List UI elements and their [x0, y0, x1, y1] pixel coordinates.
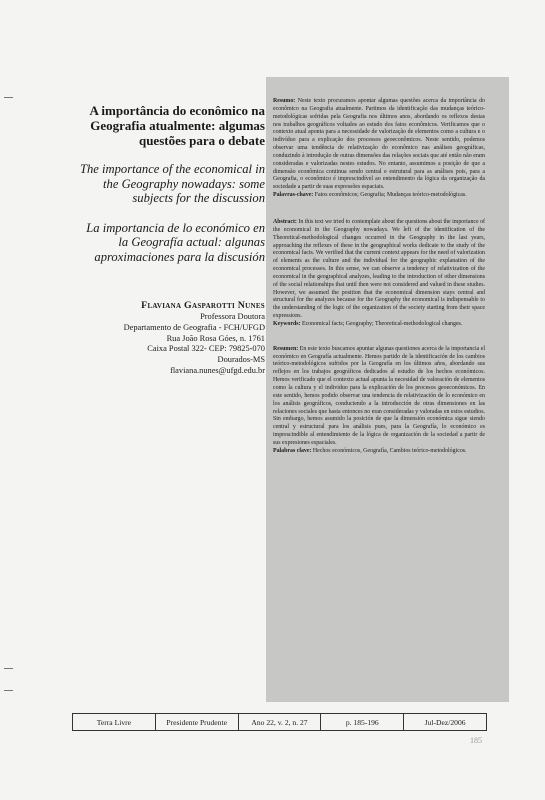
abstract-spanish — [273, 346, 485, 456]
keywords-en-label: Keywords: — [273, 320, 301, 327]
margin-mark — [4, 690, 13, 691]
footer-journal: Terra Livre — [73, 714, 156, 730]
author-city: Dourados-MS — [217, 355, 265, 365]
keywords-pt-text: Fatos econômicos; Geografia; Mudanças teórico-metodológicas. — [313, 192, 467, 199]
abstract-en-label: Abstract: — [273, 218, 297, 225]
abstract-pt-label: Resumo: — [273, 98, 296, 104]
abstract-es-label: Resumen: — [273, 345, 299, 352]
author-email: flaviana.nunes@ufgd.edu.br — [170, 365, 265, 375]
page-number: 185 — [470, 736, 482, 745]
abstract-pt-text: Neste texto procuramos apontar algumas questões acerca da importância do econômico na Geografia atualmente. Partimos da identificação das mudanças teórico-metodológicas sofridas pela Geografia nos últimos anos, abordando os reflexos destas nos trabalhos geográficos voltados ao estudo dos fatos econômicos. Verificamos que o contexto atual aponta para a necessidade de valorização de elementos como a cultura e o indivíduo para a explicação dos processos geoeconômicos. Neste sentido, podemos observar uma tendência de relativização do econômico nas análises geográficas, conduzindo à introdução de outras dimensões das relações sociais que até então não eram consideradas e valorizadas nestes estudos. No entanto, assumimos a posição de que a dimensão econômica continua sendo central e estrutural para as análises pois, para a Geografia, o econômico é imprescindível ao entendimento da lógica da organização da sociedade a partir de suas expressões espaciais. — [273, 98, 485, 191]
keywords-pt-label: Palavras-chave: — [273, 192, 314, 199]
keywords-en-text: Economical facts; Geography; Theoretical-methodological changes. — [300, 320, 463, 327]
footer-issue: Ano 22, v. 2, n. 27 — [239, 714, 322, 730]
author-street: Rua João Rosa Góes, n. 1761 — [166, 333, 265, 343]
margin-mark — [4, 668, 13, 669]
keywords-es-label: Palabras clave: — [273, 447, 312, 454]
author-name: Flaviana Gasparotti Nunes — [141, 300, 265, 311]
abstract-portuguese — [273, 98, 485, 200]
abstract-en-text: In this text we tried to contemplate about the questions about the importance of the economical in the Geography nowadays. We left of the identification of the Theoretical-methodological changes occurred in the Geography in the last years, approaching the reflexes of these in the geographical works dedicate to the study of the economical facts. We verified that the current context appears for the need of valorization of elements as the culture and the individual for the geographic explanation of the economical processes. In this sense, we can observe a tendency of relativization of the economical in the geographical analyzes, leading to the introduction of other dimensions of the social relationships that until then were not considered and valued in these studies. However, we assumed the position that the economical dimension stays central and structural for the analyzes because for the Geography the economical is indispensable to the understanding of the logic of the organization of the society starting from their space expressions. — [273, 218, 486, 320]
author-position: Professora Doutora — [200, 312, 265, 321]
margin-mark — [4, 97, 13, 98]
spanish-title: La importancia de lo económico en la Geografía actual: algunas aproximaciones para la discusión — [86, 220, 265, 264]
footer-date: Jul-Dez/2006 — [424, 717, 466, 727]
english-title: The importance of the economical in the Geography nowadays: some subjects for the discussion — [79, 162, 265, 205]
portuguese-title: A importância do econômico na Geografia atualmente: algumas questões para o debate — [89, 103, 265, 148]
footer-city: Presidente Prudente — [156, 714, 239, 730]
abstracts-column — [273, 98, 485, 456]
title-block — [75, 103, 265, 377]
author-block — [75, 300, 265, 377]
citation-footer — [72, 713, 487, 731]
author-department: Departamento de Geografia - FCH/UFGD — [123, 322, 265, 332]
abstract-english — [273, 219, 485, 329]
keywords-es-text: Hechos económicos, Geografía, Cambios teórico-metodológicos. — [311, 447, 467, 454]
abstract-es-text: En este texto buscamos apuntar algunas questiones acerca de la importancia el económico en Geografía actualmente. Hemos partido de la identificación de los cambios teórico-metodológicos sufridos por la Geografía en los últimos años, abordando sus reflejos en los trabajos geográficos dedicados al estudio de los hechos económicos. Hemos verificado que el contexto actual apunta la necesidad de valoración de elementos como la cultura y el individuo para la explicación de los procesos geoeconómicos. En este sentido, hemos podido observar una tendencia de relativización de lo económico en los análisis geográficos, conduciendo a la introducción de otras dimensiones en las relaciones sociales que hasta entonces no eran consideradas y valoradas en estos estudios. Sin embargo, hemos asumido la posición de que la dimensión económica sigue siendo central y estructural para los análisis pues, para la Geografía, lo económico es imprescindible al entendimiento de la lógica de organización de la sociedad a partir de sus expresiones espaciales. — [273, 345, 485, 446]
footer-pages: p. 185-196 — [321, 714, 404, 730]
author-postal: Caixa Postal 322- CEP: 79825-070 — [147, 344, 265, 354]
